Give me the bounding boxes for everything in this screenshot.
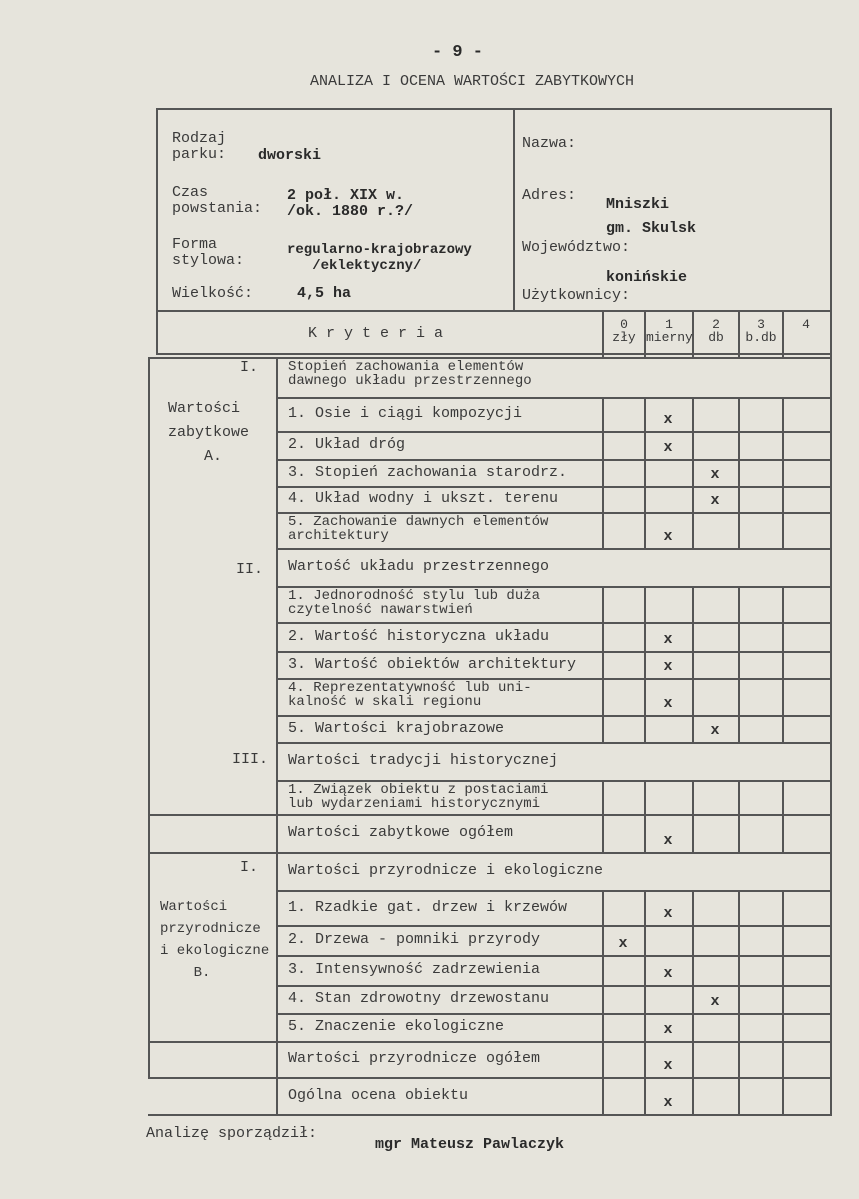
rating-mark: x	[663, 658, 673, 675]
cell-divider	[692, 780, 694, 814]
criterion-r17: 1. Rzadkie gat. drzew i krzewów	[288, 899, 568, 916]
group-divider-line	[276, 357, 278, 1114]
rating-mark: x	[663, 965, 673, 982]
cell-divider	[602, 459, 604, 486]
cell-divider	[692, 1013, 694, 1041]
cell-divider	[738, 955, 740, 985]
cell-divider	[644, 1013, 646, 1041]
rodzaj-value: dworski	[258, 147, 322, 164]
row-line	[276, 925, 830, 927]
cell-divider	[644, 1077, 646, 1114]
criterion-r22: Wartości przyrodnicze ogółem	[288, 1051, 541, 1067]
criterion-r07: Wartość układu przestrzennego	[288, 559, 550, 575]
rating-mark: x	[618, 935, 628, 952]
cell-divider	[782, 1041, 784, 1077]
cell-divider	[782, 512, 784, 548]
row-line	[276, 512, 830, 514]
rodzaj-label: Rodzaj parku:	[172, 130, 227, 163]
table-left-line	[148, 357, 150, 1077]
cell-divider	[692, 678, 694, 715]
rating-mark: x	[710, 993, 720, 1010]
row-line	[276, 622, 830, 624]
cell-divider	[738, 925, 740, 955]
table-right-line	[830, 310, 832, 1116]
cell-divider	[782, 780, 784, 814]
criterion-r20: 4. Stan zdrowotny drzewostanu	[288, 991, 550, 1007]
forma-label: Forma stylowa:	[172, 236, 245, 269]
cell-divider	[692, 985, 694, 1013]
cell-divider	[738, 1077, 740, 1114]
cell-divider	[692, 622, 694, 651]
cell-divider	[602, 814, 604, 852]
criterion-r08: 1. Jednorodność stylu lub duża czytelność nawarstwień	[288, 589, 541, 617]
group-separator	[148, 852, 276, 854]
cell-divider	[692, 955, 694, 985]
grade-header-4: 4	[802, 317, 810, 332]
row-line	[276, 852, 830, 854]
cell-divider	[782, 397, 784, 431]
cell-divider	[782, 486, 784, 512]
criterion-r03: 2. Układ dróg	[288, 437, 406, 453]
cell-divider	[644, 431, 646, 459]
cell-divider	[644, 486, 646, 512]
criterion-r05: 4. Układ wodny i ukszt. terenu	[288, 491, 559, 507]
czas-value: 2 poł. XIX w. /ok. 1880 r.?/	[287, 187, 414, 220]
row-line	[276, 1114, 830, 1116]
cell-divider	[738, 397, 740, 431]
rating-mark: x	[663, 411, 673, 428]
cell-divider	[644, 814, 646, 852]
cell-divider	[602, 715, 604, 742]
cell-divider	[738, 1013, 740, 1041]
cell-divider	[644, 512, 646, 548]
rating-mark: x	[663, 832, 673, 849]
criterion-r14: 1. Związek obiektu z postaciami lub wydarzeniami historycznymi	[288, 783, 549, 811]
cell-divider	[602, 1013, 604, 1041]
cell-divider	[644, 780, 646, 814]
row-line	[276, 1013, 830, 1015]
criterion-r12: 5. Wartości krajobrazowe	[288, 720, 505, 737]
row-line	[276, 459, 830, 461]
cell-divider	[782, 1013, 784, 1041]
cell-divider	[602, 486, 604, 512]
wojewodztwo-label: Województwo:	[522, 239, 631, 256]
cell-divider	[644, 678, 646, 715]
cell-divider	[782, 459, 784, 486]
criterion-r04: 3. Stopień zachowania starodrz.	[288, 464, 568, 481]
grade-header-0: 0 zły	[612, 317, 636, 345]
criterion-r19: 3. Intensywność zadrzewienia	[288, 962, 541, 978]
uzytkownicy-label: Użytkownicy:	[522, 287, 631, 304]
cell-divider	[692, 431, 694, 459]
cell-divider	[738, 1041, 740, 1077]
group-a-section-ii: II.	[236, 561, 264, 578]
cell-divider	[692, 814, 694, 852]
footer-label: Analizę sporządził:	[146, 1125, 318, 1142]
cell-divider	[602, 955, 604, 985]
rating-mark: x	[663, 439, 673, 456]
rating-mark: x	[663, 1057, 673, 1074]
cell-divider	[602, 651, 604, 678]
criterion-r02: 1. Osie i ciągi kompozycji	[288, 406, 523, 422]
cell-divider	[692, 890, 694, 925]
group-b-label: Wartości przyrodnicze i ekologiczne B.	[160, 899, 270, 981]
cell-divider	[692, 1041, 694, 1077]
row-line	[276, 742, 830, 744]
cell-divider	[782, 890, 784, 925]
wielkosc-value: 4,5 ha	[297, 285, 352, 302]
cell-divider	[738, 890, 740, 925]
grade-header-3: 3 b.db	[745, 317, 777, 345]
cell-divider	[782, 814, 784, 852]
cell-divider	[782, 651, 784, 678]
cell-divider	[644, 459, 646, 486]
rating-mark: x	[663, 1094, 673, 1111]
rating-mark: x	[710, 722, 720, 739]
grade-header-2: 2 db	[708, 317, 724, 345]
row-line	[276, 651, 830, 653]
cell-divider	[692, 512, 694, 548]
group-a-section-iii: III.	[232, 751, 269, 768]
czas-label: Czas powstania:	[172, 184, 263, 217]
cell-divider	[644, 397, 646, 431]
cell-divider	[738, 622, 740, 651]
cell-divider	[602, 586, 604, 622]
group-separator	[148, 814, 276, 816]
criterion-r23: Ogólna ocena obiektu	[288, 1087, 469, 1104]
row-line	[276, 1041, 830, 1043]
forma-value: regularno-krajobrazowy /eklektyczny/	[287, 242, 472, 274]
cell-divider	[644, 890, 646, 925]
page-number: - 9 -	[432, 43, 484, 62]
cell-divider	[782, 431, 784, 459]
criterion-r01: Stopień zachowania elementów dawnego układu przestrzennego	[288, 360, 532, 388]
criterion-r11: 4. Reprezentatywność lub uni- kalność w skali regionu	[288, 681, 532, 709]
cell-divider	[692, 715, 694, 742]
cell-divider	[782, 985, 784, 1013]
cell-divider	[602, 890, 604, 925]
cell-divider	[644, 985, 646, 1013]
rating-mark: x	[663, 1021, 673, 1038]
criterion-r13: Wartości tradycji historycznej	[288, 753, 559, 769]
rating-mark: x	[710, 492, 720, 509]
cell-divider	[738, 678, 740, 715]
row-line	[276, 397, 830, 399]
cell-divider	[644, 1041, 646, 1077]
cell-divider	[738, 586, 740, 622]
rating-mark: x	[663, 528, 673, 545]
grade-header-1: 1 mierny	[646, 317, 693, 345]
row-line	[276, 780, 830, 782]
row-line	[276, 890, 830, 892]
row-line	[276, 814, 830, 816]
footer-author: mgr Mateusz Pawlaczyk	[375, 1136, 565, 1153]
wielkosc-label: Wielkość:	[172, 285, 254, 302]
wojewodztwo-value: konińskie	[606, 269, 688, 286]
cell-divider	[738, 431, 740, 459]
cell-divider	[602, 397, 604, 431]
cell-divider	[644, 925, 646, 955]
adres-label: Adres:	[522, 187, 577, 204]
page-title: ANALIZA I OCENA WARTOŚCI ZABYTKOWYCH	[310, 73, 635, 90]
cell-divider	[738, 814, 740, 852]
cell-divider	[782, 1077, 784, 1114]
nazwa-label: Nazwa:	[522, 135, 577, 152]
cell-divider	[692, 397, 694, 431]
group-a-label: Wartości zabytkowe A.	[168, 400, 250, 465]
cell-divider	[692, 459, 694, 486]
rating-mark: x	[663, 905, 673, 922]
cell-divider	[692, 486, 694, 512]
group-b-section-i: I.	[240, 859, 259, 876]
cell-divider	[602, 431, 604, 459]
criterion-r16: Wartości przyrodnicze i ekologiczne	[288, 863, 604, 879]
cell-divider	[644, 586, 646, 622]
group-separator	[148, 1041, 276, 1043]
cell-divider	[602, 985, 604, 1013]
cell-divider	[738, 651, 740, 678]
cell-divider	[738, 459, 740, 486]
cell-divider	[782, 715, 784, 742]
criterion-r21: 5. Znaczenie ekologiczne	[288, 1019, 505, 1035]
cell-divider	[692, 925, 694, 955]
criteria-header-top-line	[156, 353, 830, 355]
cell-divider	[692, 586, 694, 622]
cell-divider	[602, 512, 604, 548]
row-line	[276, 486, 830, 488]
cell-divider	[738, 985, 740, 1013]
group-a-section-i: I.	[240, 359, 259, 376]
criterion-r06: 5. Zachowanie dawnych elementów architektury	[288, 515, 549, 543]
cell-divider	[602, 925, 604, 955]
rating-mark: x	[663, 631, 673, 648]
cell-divider	[738, 486, 740, 512]
cell-divider	[644, 715, 646, 742]
cell-divider	[782, 955, 784, 985]
row-line	[276, 715, 830, 717]
row-line	[276, 985, 830, 987]
criterion-r15: Wartości zabytkowe ogółem	[288, 825, 514, 841]
cell-divider	[782, 678, 784, 715]
adres-value: Mniszki gm. Skulsk	[606, 196, 697, 237]
group-separator	[148, 1077, 276, 1079]
rating-mark: x	[710, 466, 720, 483]
cell-divider	[738, 715, 740, 742]
cell-divider	[692, 651, 694, 678]
rating-mark: x	[663, 695, 673, 712]
cell-divider	[644, 955, 646, 985]
row-line	[276, 548, 830, 550]
cell-divider	[782, 622, 784, 651]
cell-divider	[602, 1041, 604, 1077]
row-line	[276, 586, 830, 588]
cell-divider	[602, 780, 604, 814]
cell-divider	[602, 1077, 604, 1114]
cell-divider	[602, 622, 604, 651]
cell-divider	[782, 586, 784, 622]
cell-divider	[644, 651, 646, 678]
criterion-r09: 2. Wartość historyczna układu	[288, 628, 550, 645]
row-line	[276, 1077, 830, 1079]
cell-divider	[644, 622, 646, 651]
criterion-r18: 2. Drzewa - pomniki przyrody	[288, 932, 541, 948]
cell-divider	[692, 1077, 694, 1114]
cell-divider	[782, 925, 784, 955]
cell-divider	[738, 780, 740, 814]
row-line	[276, 955, 830, 957]
row-line	[276, 678, 830, 680]
cell-divider	[602, 678, 604, 715]
row-line	[276, 431, 830, 433]
cell-divider	[738, 512, 740, 548]
criterion-r10: 3. Wartość obiektów architektury	[288, 656, 577, 673]
criteria-header: K r y t e r i a	[308, 325, 444, 342]
